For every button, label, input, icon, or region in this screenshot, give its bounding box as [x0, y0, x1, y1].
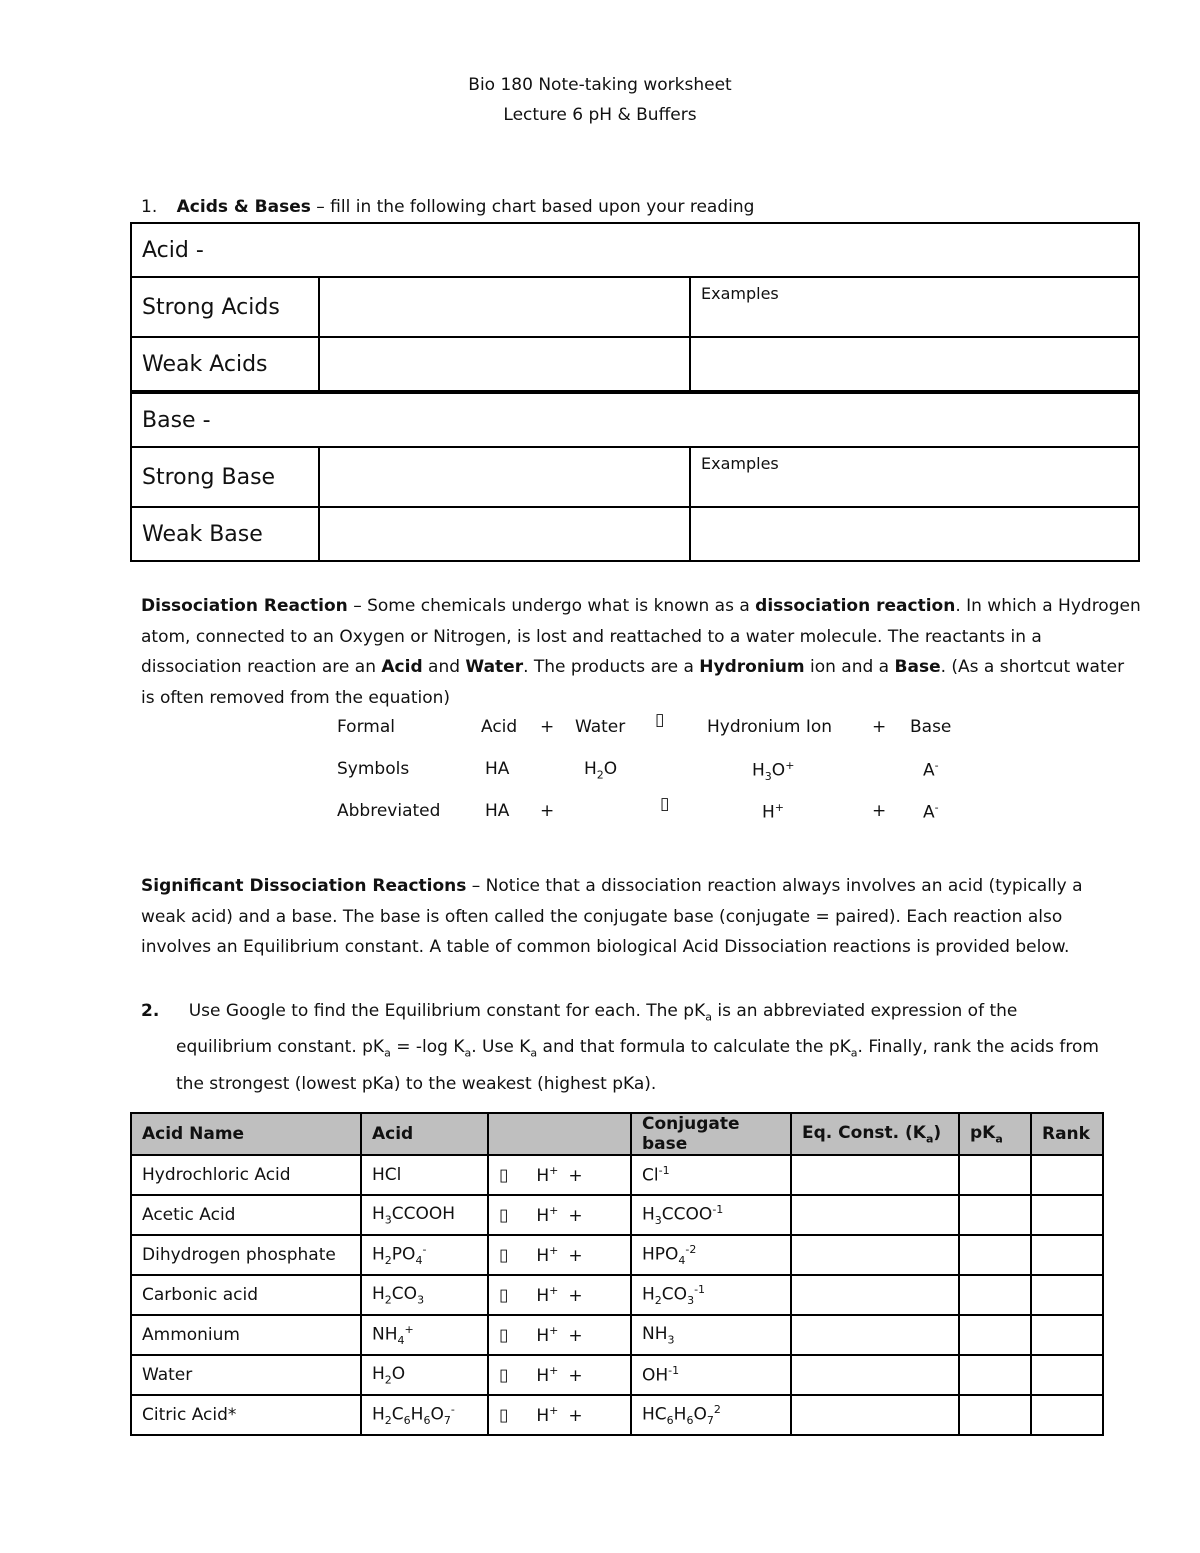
weak-acids-label: Weak Acids	[131, 337, 319, 392]
row-acid: $H_2C_6H_6O_7^-$	[361, 1395, 488, 1435]
row-conjugate: $Cl^{-1}$	[631, 1155, 791, 1195]
col-eq-const: Eq. Const. $(K_a)$	[791, 1113, 959, 1155]
row-conjugate: $H_3CCOO^{-1}$	[631, 1195, 791, 1235]
row-rank-input[interactable]	[1031, 1235, 1103, 1275]
eq-h3o: $H_3O^+$	[752, 759, 795, 784]
acid-row[interactable]	[131, 223, 1139, 277]
significant-paragraph	[141, 871, 1126, 963]
row-arrow: ▯ H+ +	[488, 1195, 631, 1235]
q1-text: – fill in the following chart based upon your reading	[310, 197, 755, 217]
dissociation-text-4: . The products are a	[523, 657, 700, 677]
col-acid-name: Acid Name	[131, 1113, 361, 1155]
strong-base-label: Strong Base	[131, 447, 319, 507]
row-conjugate: $NH_3$	[631, 1315, 791, 1355]
col-pka: $pK_a$	[959, 1113, 1031, 1155]
dissociation-bold-4: Hydronium	[699, 657, 805, 677]
row-acid: $H_3CCOOH$	[361, 1195, 488, 1235]
eq-abbreviated: Abbreviated	[337, 801, 441, 821]
row-name: Citric Acid*	[131, 1395, 361, 1435]
row-rank-input[interactable]	[1031, 1155, 1103, 1195]
row-conjugate: $OH^{-1}$	[631, 1355, 791, 1395]
eq-plus-1: +	[540, 717, 555, 737]
dissociation-paragraph	[141, 591, 1141, 713]
eq-h2o: $H_2O$	[584, 759, 618, 782]
table-row	[131, 1395, 1103, 1435]
row-pka-input[interactable]	[959, 1195, 1031, 1235]
row-name: Acetic Acid	[131, 1195, 361, 1235]
row-ka-input[interactable]	[791, 1355, 959, 1395]
row-arrow: ▯ H+ +	[488, 1355, 631, 1395]
row-rank-input[interactable]	[1031, 1395, 1103, 1435]
eq-hplus: H+	[762, 801, 785, 823]
col-acid: Acid	[361, 1113, 488, 1155]
acid-label: Acid -	[142, 237, 204, 263]
eq-ha-1: HA	[485, 759, 510, 779]
row-pka-input[interactable]	[959, 1155, 1031, 1195]
dissociation-text-1: – Some chemicals undergo what is known as a	[347, 596, 756, 616]
dissociation-bold-2: Acid	[381, 657, 423, 677]
row-name: Dihydrogen phosphate	[131, 1235, 361, 1275]
base-row[interactable]	[131, 392, 1139, 447]
row-name: Hydrochloric Acid	[131, 1155, 361, 1195]
row-rank-input[interactable]	[1031, 1195, 1103, 1235]
eq-acid: Acid	[481, 717, 518, 737]
table-header-row	[131, 1113, 1103, 1155]
row-conjugate: $HPO_4^{-2}$	[631, 1235, 791, 1275]
dissociation-text-6: . (As a shortcut water is often removed from the equation)	[141, 657, 1125, 708]
q2-line2: equilibrium constant. $pK_a = -\log$ $K_a$. Use $K_a$ and that formula to calculate the $pK_a$. Finally, rank the acids from	[176, 1037, 1099, 1060]
dissociation-bold-3: Water	[465, 657, 524, 677]
weak-base-label: Weak Base	[131, 507, 319, 561]
row-arrow: ▯ H+ +	[488, 1395, 631, 1435]
row-pka-input[interactable]	[959, 1275, 1031, 1315]
significant-text: – Notice that a dissociation reaction always involves an acid (typically a weak acid) and a base. The base is often called the conjugate base (conjugate = paired). Each reaction also involves an Equilibrium constant. A table of common biological Acid Dissociation reactions is provided below.	[141, 876, 1083, 957]
eq-base: Base	[910, 717, 952, 737]
q1-bold: Acids & Bases	[176, 197, 311, 217]
dissociation-bold-5: Base	[894, 657, 941, 677]
row-pka-input[interactable]	[959, 1355, 1031, 1395]
table-row	[131, 1155, 1103, 1195]
strong-acids-examples[interactable]: Examples	[690, 277, 1139, 337]
table-row	[131, 1275, 1103, 1315]
row-arrow: ▯ H+ +	[488, 1315, 631, 1355]
eq-plus-2: +	[872, 717, 887, 737]
eq-formal: Formal	[337, 717, 395, 737]
row-ka-input[interactable]	[791, 1155, 959, 1195]
eq-plus-4: +	[872, 801, 887, 821]
dissociation-label: Dissociation Reaction	[141, 596, 348, 616]
row-acid: $NH_4^+$	[361, 1315, 488, 1355]
row-arrow: ▯ H+ +	[488, 1235, 631, 1275]
table-row	[131, 1315, 1103, 1355]
col-blank	[488, 1113, 631, 1155]
row-arrow: ▯ H+ +	[488, 1275, 631, 1315]
acids-bases-chart	[130, 222, 1140, 562]
base-label: Base -	[142, 407, 211, 433]
page-title: Bio 180 Note-taking worksheet	[468, 75, 732, 95]
row-acid: $H_2O$	[361, 1355, 488, 1395]
row-conjugate: $HC_6H_6O_7^2$	[631, 1395, 791, 1435]
row-pka-input[interactable]	[959, 1315, 1031, 1355]
question-2	[141, 996, 1099, 1099]
question-1	[141, 197, 754, 217]
eq-arrow-2: ▯	[660, 794, 670, 814]
row-ka-input[interactable]	[791, 1195, 959, 1235]
row-pka-input[interactable]	[959, 1235, 1031, 1275]
strong-base-examples[interactable]: Examples	[690, 447, 1139, 507]
dissociation-text-5: ion and a	[804, 657, 895, 677]
acid-dissociation-table	[130, 1112, 1104, 1436]
row-ka-input[interactable]	[791, 1395, 959, 1435]
dissociation-bold-1: dissociation reaction	[755, 596, 956, 616]
eq-water: Water	[575, 717, 626, 737]
row-name: Water	[131, 1355, 361, 1395]
weak-acids-input[interactable]	[319, 337, 690, 392]
eq-a-1: A-	[923, 759, 939, 781]
row-acid: $H_2PO_4^-$	[361, 1235, 488, 1275]
table-row	[131, 1195, 1103, 1235]
row-name: Ammonium	[131, 1315, 361, 1355]
eq-a-2: A-	[923, 801, 939, 823]
col-rank: Rank	[1031, 1113, 1103, 1155]
row-rank-input[interactable]	[1031, 1275, 1103, 1315]
row-ka-input[interactable]	[791, 1315, 959, 1355]
strong-acids-label: Strong Acids	[131, 277, 319, 337]
eq-ha-2: HA	[485, 801, 510, 821]
q2-number: 2.	[141, 1001, 160, 1021]
eq-hydronium: Hydronium Ion	[707, 717, 833, 737]
table-row	[131, 1235, 1103, 1275]
page-subtitle: Lecture 6 pH & Buffers	[503, 105, 697, 125]
table-row	[131, 1355, 1103, 1395]
strong-acids-input[interactable]	[319, 277, 690, 337]
strong-base-input[interactable]	[319, 447, 690, 507]
row-rank-input[interactable]	[1031, 1315, 1103, 1355]
dissociation-text-3: and	[422, 657, 466, 677]
row-name: Carbonic acid	[131, 1275, 361, 1315]
q2-line1: Use Google to find the Equilibrium constant for each. The $pK_a$ is an abbreviated expression of the	[188, 1001, 1018, 1024]
eq-arrow-1: ▯	[655, 710, 665, 730]
row-conjugate: $H_2CO_3^{-1}$	[631, 1275, 791, 1315]
row-ka-input[interactable]	[791, 1275, 959, 1315]
weak-base-examples[interactable]	[690, 507, 1139, 561]
row-acid: HCl	[361, 1155, 488, 1195]
row-arrow: ▯ H+ +	[488, 1155, 631, 1195]
row-ka-input[interactable]	[791, 1235, 959, 1275]
q1-number: 1.	[141, 197, 158, 217]
row-acid: $H_2CO_3$	[361, 1275, 488, 1315]
eq-symbols: Symbols	[337, 759, 410, 779]
col-conjugate-base: Conjugate base	[631, 1113, 791, 1155]
dissociation-text-2: . In which a Hydrogen atom, connected to an Oxygen or Nitrogen, is lost and reattached to a water molecule. The reactants in a dissociation reaction are an	[141, 596, 1141, 677]
weak-base-input[interactable]	[319, 507, 690, 561]
q2-line3: the strongest (lowest pKa) to the weakest (highest pKa).	[176, 1073, 657, 1094]
row-rank-input[interactable]	[1031, 1355, 1103, 1395]
significant-label: Significant Dissociation Reactions	[141, 876, 467, 896]
row-pka-input[interactable]	[959, 1395, 1031, 1435]
eq-plus-3: +	[540, 801, 555, 821]
weak-acids-examples[interactable]	[690, 337, 1139, 392]
